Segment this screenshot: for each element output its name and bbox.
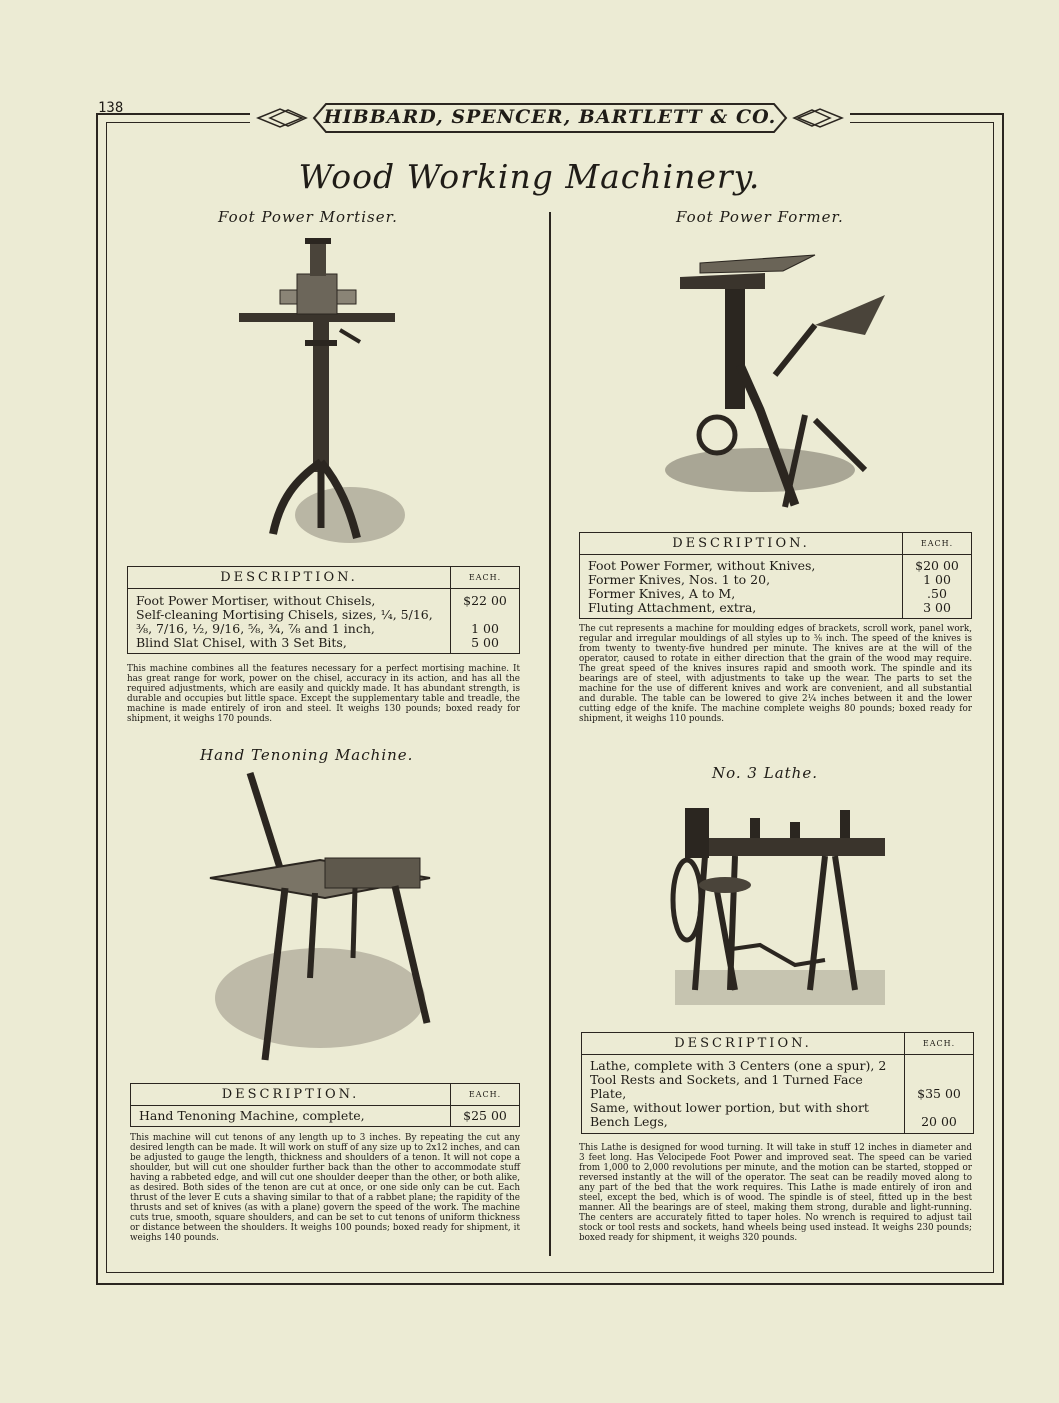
description-header: DESCRIPTION.: [582, 1033, 905, 1055]
table-row: [580, 587, 972, 601]
each-header: EACH.: [903, 533, 972, 555]
table-row: [580, 573, 972, 587]
lathe-illustration: [665, 800, 890, 1015]
lathe-price-table: [581, 1032, 974, 1134]
table-row: [580, 555, 972, 574]
row-price: 3 00: [903, 601, 972, 619]
table-row: [131, 1106, 520, 1127]
table-row: [128, 636, 520, 654]
row-description: Blind Slat Chisel, with 3 Set Bits,: [136, 635, 347, 650]
row-description: Former Knives, Nos. 1 to 20,: [588, 572, 771, 587]
row-description: Lathe, complete with 3 Centers (one a spur), 2 Tool Rests and Sockets, and 1 Turned Face Plate,: [590, 1058, 887, 1101]
mortiser-title: Foot Power Mortiser.: [218, 208, 398, 226]
table-row: [580, 601, 972, 619]
row-price: 1 00: [903, 573, 972, 587]
row-price: $22 00: [451, 589, 520, 609]
each-header: EACH.: [905, 1033, 974, 1055]
mortiser-illustration: [225, 230, 415, 550]
page-number: 138: [98, 100, 124, 116]
row-description: Self-cleaning Mortising Chisels, sizes, ¼, 5/16, ⅜, 7/16, ½, 9/16, ⅝, ¾, ⅞ and 1 inch,: [136, 607, 433, 636]
table-row: [128, 589, 520, 609]
each-header: EACH.: [451, 1084, 520, 1106]
table-row: [582, 1101, 974, 1134]
row-description: Foot Power Former, without Knives,: [588, 558, 816, 573]
header-banner: [250, 101, 850, 135]
row-description: Hand Tenoning Machine, complete,: [139, 1108, 365, 1123]
tenoning-description-text: This machine will cut tenons of any length up to 3 inches. By repeating the cut any desired length can be made. It will work on stuff of any size up to 2x12 inches, and can be adjusted to gauge the length, thickness and shoulders of a tenon. It will not cope a shoulder, but will cut one shoulder further back than the other to accommodate stuff having a rabbeted edge, and will cut one shoulder deeper than the other, or both alike, as desired. Both sides of the tenon are cut at once, or one side only can be cut. Each thrust of the lever E cuts a shaving similar to that of a rabbet plane; the rapidity of the thrusts and set of knives (as with a plane) govern the speed of the work. The machine cuts true, smooth, square shoulders, and can be set to cut tenons of uniform thickness or distance between the shoulders. It weighs 100 pounds; boxed ready for shipment, it weighs 140 pounds.: [130, 1133, 520, 1243]
row-description: Same, without lower portion, but with short Bench Legs,: [590, 1100, 869, 1129]
mortiser-description-text: This machine combines all the features necessary for a perfect mortising machine. It has great range for work, power on the chisel, accuracy in its action, and has all the required adjustments, which are easily and quickly made. It has abundant strength, is durable and occupies but little space. Except the supplementary table and treadle, the machine is made entirely of iron and steel. It weighs 130 pounds; boxed ready for shipment, it weighs 170 pounds.: [127, 664, 520, 724]
row-price: .50: [903, 587, 972, 601]
mortiser-price-table: [127, 566, 520, 654]
row-price: $35 00: [905, 1055, 974, 1102]
company-name: HIBBARD, SPENCER, BARTLETT & CO.: [323, 106, 777, 128]
former-illustration: [665, 245, 890, 510]
row-description: Foot Power Mortiser, without Chisels,: [136, 593, 376, 608]
description-header: DESCRIPTION.: [580, 533, 903, 555]
table-row: [128, 608, 520, 636]
description-header: DESCRIPTION.: [131, 1084, 451, 1106]
row-price: 5 00: [451, 636, 520, 654]
tenoning-price-table: [130, 1083, 520, 1127]
row-description: Former Knives, A to M,: [588, 586, 736, 601]
former-title: Foot Power Former.: [676, 208, 844, 226]
former-price-table: [579, 532, 972, 619]
former-description-text: The cut represents a machine for moulding edges of brackets, scroll work, panel work, regular and irregular mouldings of all styles up to ⅜ inch. The speed of the knives is from twenty to twenty-five hundred per minute. The knives are at the will of the operator, caused to rotate in either direction that the grain of the wood may require. The great speed of the knives insures rapid and smooth work. The spindle and its bearings are of steel, with adjustments to take up the wear. The parts to set the machine for the use of different knives and work are convenient, and all substantial and durable. The table can be lowered to give 2¼ inches between it and the lower cutting edge of the knife. The machine complete weighs 80 pounds; boxed ready for shipment, it weighs 110 pounds.: [579, 624, 972, 724]
tenoning-title: Hand Tenoning Machine.: [200, 746, 414, 764]
row-price: $25 00: [451, 1106, 520, 1127]
column-divider: [549, 212, 551, 1256]
row-description: Fluting Attachment, extra,: [588, 600, 757, 615]
table-row: [582, 1055, 974, 1102]
row-price: 1 00: [451, 608, 520, 636]
description-header: DESCRIPTION.: [128, 567, 451, 589]
page-title: Wood Working Machinery.: [298, 157, 761, 196]
tenoning-machine-illustration: [205, 768, 440, 1068]
row-price: $20 00: [903, 555, 972, 574]
each-header: EACH.: [451, 567, 520, 589]
lathe-description-text: This Lathe is designed for wood turning. It will take in stuff 12 inches in diameter and 3 feet long. Has Velocipede Foot Power and improved seat. The speed can be varied from 1,000 to 2,000 revolutions per minute, and the motion can be started, stopped or reversed instantly at the will of the operator. The seat can be readily moved along to any part of the bed that the work requires. This Lathe is made entirely of iron and steel, except the bed, which is of wood. The spindle is of steel, fitted up in the best manner. All the bearings are of steel, making them strong, durable and light-running. The centers are accurately fitted to taper holes. No wrench is required to adjust tail stock or tool rests and sockets, hand wheels being used instead. It weighs 230 pounds; boxed ready for shipment, it weighs 320 pounds.: [579, 1143, 972, 1243]
row-price: 20 00: [905, 1101, 974, 1134]
lathe-title: No. 3 Lathe.: [712, 764, 818, 782]
